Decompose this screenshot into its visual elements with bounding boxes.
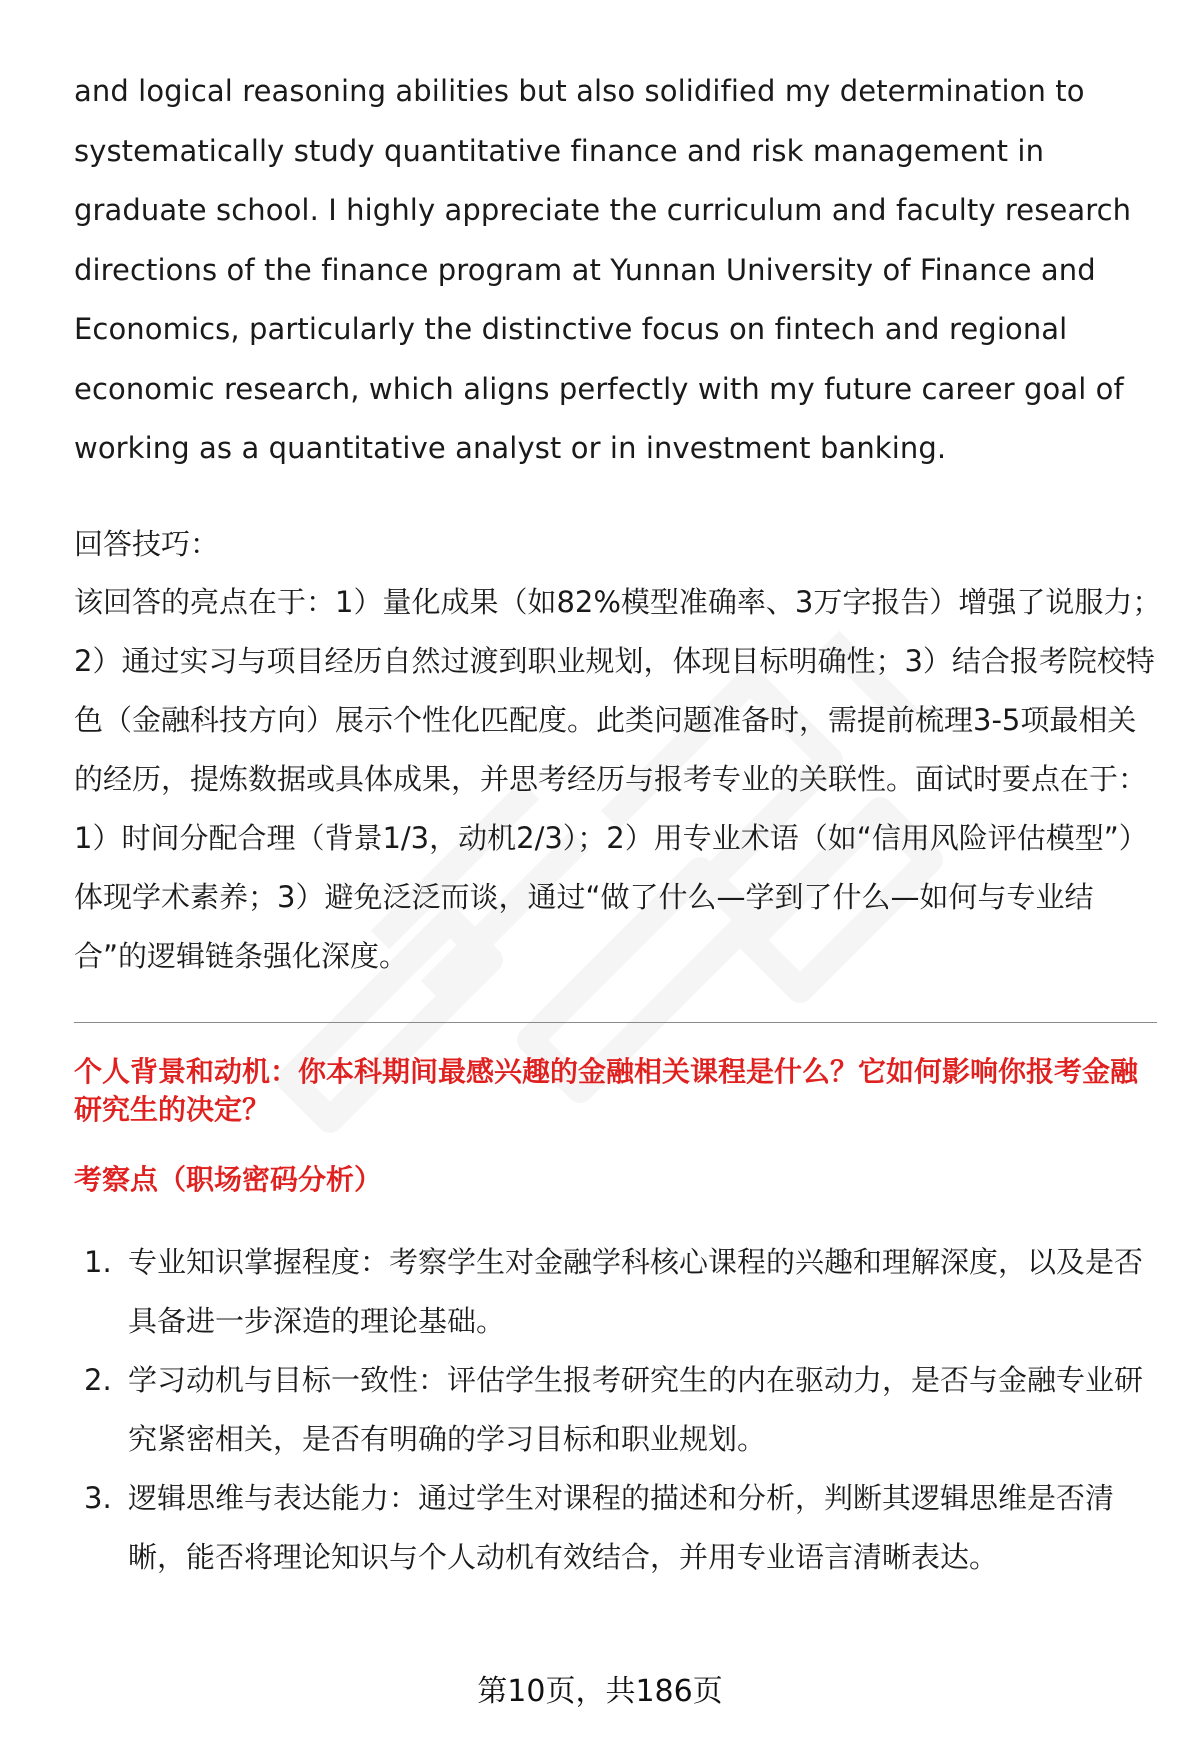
list-item-number: 3. — [84, 1480, 112, 1515]
list-item-number: 2. — [84, 1362, 112, 1397]
list-item — [74, 1469, 1164, 1587]
list-item-text: 学习动机与目标一致性：评估学生报考研究生的内在驱动力，是否与金融专业研究紧密相关，是否有明确的学习目标和职业规划。 — [128, 1362, 1144, 1456]
assessment-title: 考察点（职场密码分析） — [74, 1162, 383, 1196]
answer-paragraph: and logical reasoning abilities but also solidified my determination to systematically study quantitative finance and risk management in graduate school. I highly appreciate the curriculum and faculty research directions of the finance program at Yunnan University of Finance and Economics, particularly the distinctive focus on fintech and regional economic research, which aligns perfectly with my future career goal of working as a quantitative analyst or in investment banking. — [74, 74, 1132, 465]
content-area — [74, 62, 1164, 1587]
page-footer: 第10页，共186页 — [477, 1674, 723, 1709]
list-item-text: 专业知识掌握程度：考察学生对金融学科核心课程的兴趣和理解深度，以及是否具备进一步深造的理论基础。 — [128, 1244, 1144, 1338]
tips-label: 回答技巧： — [74, 526, 220, 561]
section-divider — [74, 1022, 1157, 1023]
assessment-list — [74, 1233, 1164, 1587]
list-item-text: 逻辑思维与表达能力：通过学生对课程的描述和分析，判断其逻辑思维是否清晰，能否将理论知识与个人动机有效结合，并用专业语言清晰表达。 — [128, 1480, 1115, 1574]
tips-body: 该回答的亮点在于：1）量化成果（如82%模型准确率、3万字报告）增强了说服力；2）通过实习与项目经历自然过渡到职业规划，体现目标明确性；3）结合报考院校特色（金融科技方向）展示个性化匹配度。此类问题准备时，需提前梳理3-5项最相关的经历，提炼数据或具体成果，并思考经历与报考专业的关联性。面试时要点在于：1）时间分配合理（背景1/3，动机2/3）；2）用专业术语（如“信用风险评估模型”）体现学术素养；3）避免泛泛而谈，通过“做了什么—学到了什么—如何与专业结合”的逻辑链条强化深度。 — [74, 584, 1162, 973]
list-item — [74, 1233, 1164, 1351]
list-item-number: 1. — [84, 1244, 112, 1279]
question-heading: 个人背景和动机：你本科期间最感兴趣的金融相关课程是什么？它如何影响你报考金融研究生的决定？ — [74, 1054, 1139, 1126]
list-item — [74, 1351, 1164, 1469]
